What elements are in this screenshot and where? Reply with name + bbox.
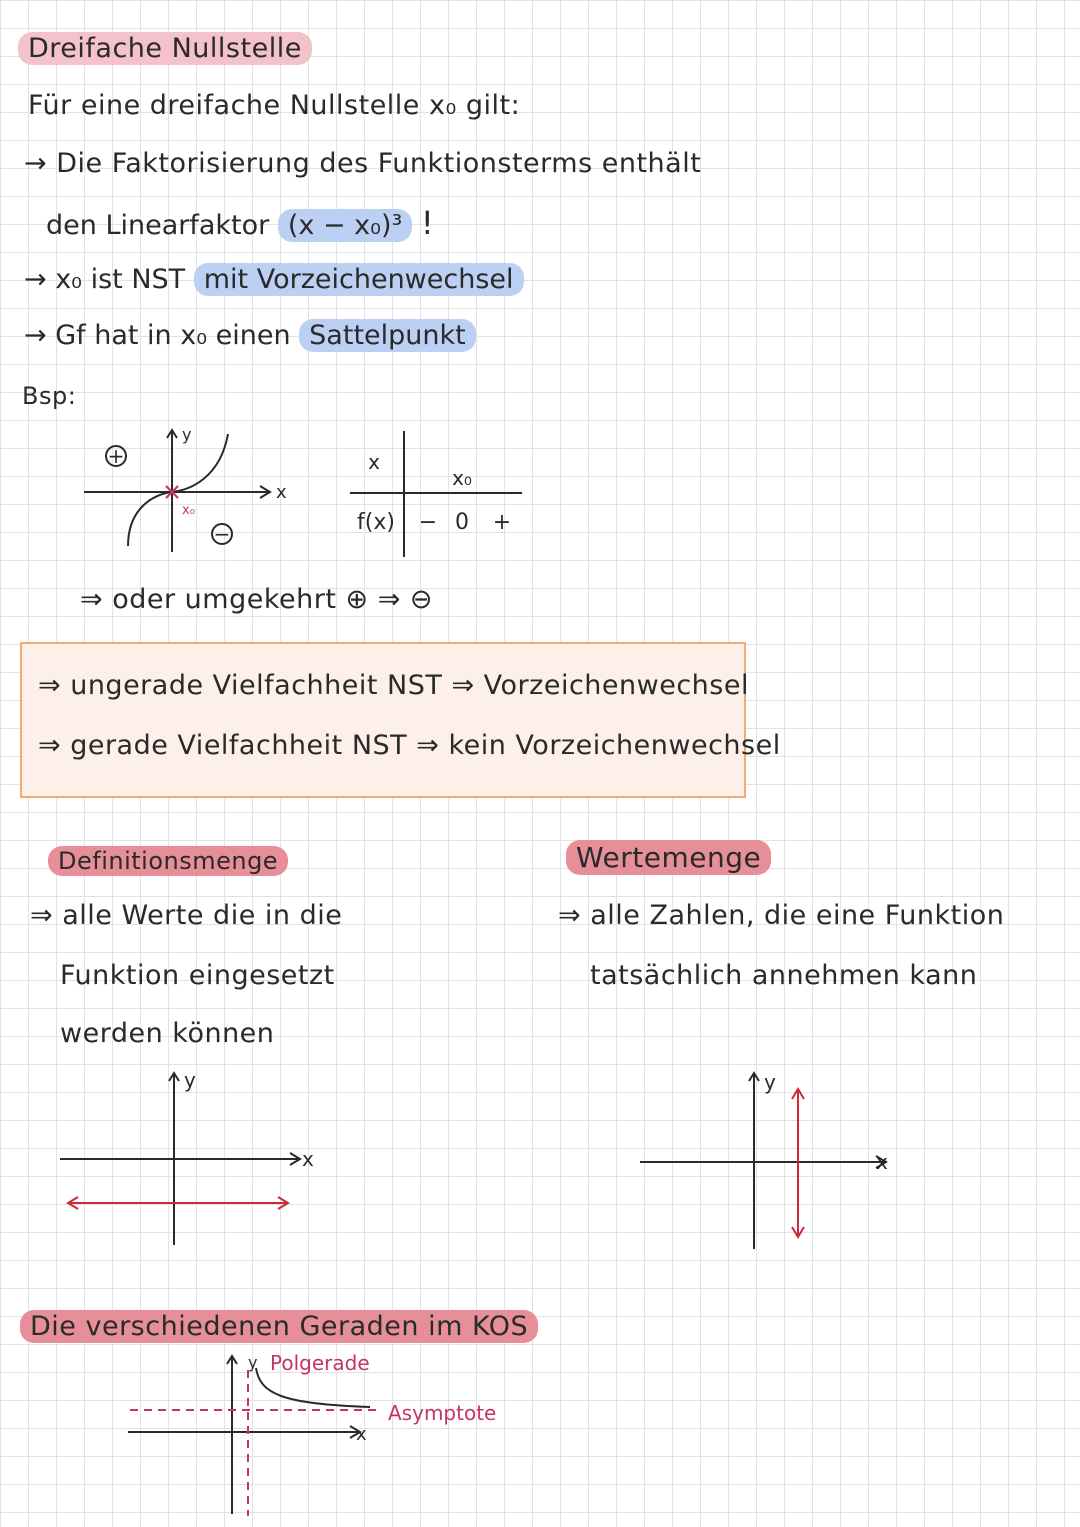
x-axis-label: x — [356, 1424, 367, 1445]
section-title-dreifache-nullstelle: Dreifache Nullstelle — [18, 32, 312, 65]
polgerade-label: Polgerade — [270, 1351, 370, 1375]
linearfaktor-term: (x − x₀)³ — [278, 209, 412, 242]
wertemenge-title: Wertemenge — [566, 840, 771, 875]
saddle-point-graph — [70, 420, 300, 560]
table-x0-value: x₀ — [452, 466, 472, 490]
asymptote-label: Asymptote — [388, 1401, 497, 1425]
intro-text: Für eine dreifache Nullstelle x₀ gilt: — [28, 90, 521, 121]
nst-label: → x₀ ist NST — [24, 264, 186, 295]
minus-sign: − — [213, 522, 231, 546]
summary-box — [20, 642, 781, 798]
linearfaktor-label: den Linearfaktor — [46, 210, 270, 241]
sattelpunkt-label: → Gf hat in x₀ einen — [24, 320, 291, 351]
table-x-label: x — [368, 450, 380, 474]
x-axis-label: x — [876, 1150, 888, 1174]
x-axis-label: x — [302, 1147, 314, 1171]
wertemenge-graph — [630, 1065, 910, 1255]
sattelpunkt-highlight: Sattelpunkt — [299, 319, 476, 352]
vorzeichenwechsel-highlight: mit Vorzeichenwechsel — [194, 263, 524, 296]
wertemenge-line1: ⇒ alle Zahlen, die eine Funktion — [558, 900, 1005, 931]
plus-sign: + — [107, 444, 125, 468]
bullet-faktorisierung-line1: → Die Faktorisierung des Funktionsterms enthält — [24, 148, 702, 179]
bullet-nst — [24, 264, 524, 295]
reverse-note: ⇒ oder umgekehrt ⊕ ⇒ ⊖ — [80, 584, 434, 615]
y-axis-label: y — [764, 1070, 776, 1094]
x0-label: x₀ — [182, 503, 195, 518]
geraden-graph — [120, 1348, 540, 1523]
geraden-title: Die verschiedenen Geraden im KOS — [20, 1310, 538, 1343]
definitionsmenge-line1: ⇒ alle Werte die in die — [30, 900, 343, 931]
definitionsmenge-title: Definitionsmenge — [48, 846, 288, 876]
bsp-label: Bsp: — [22, 382, 77, 410]
bullet-faktorisierung-line2 — [46, 204, 434, 242]
y-axis-label: y — [182, 425, 192, 444]
bullet-sattelpunkt — [24, 320, 476, 351]
y-axis-label: y — [184, 1068, 196, 1092]
wertemenge-line2: tatsächlich annehmen kann — [590, 960, 978, 991]
x-axis-label: x — [276, 482, 287, 503]
table-sign-plus: + — [492, 510, 512, 535]
exclamation-mark: ! — [420, 204, 434, 242]
sign-table — [340, 425, 530, 565]
summary-line-ungerade: ⇒ ungerade Vielfachheit NST ⇒ Vorzeichenwechsel — [38, 670, 749, 701]
table-fx-label: f(x) — [357, 510, 395, 535]
definitionsmenge-graph — [50, 1065, 330, 1255]
summary-line-gerade: ⇒ gerade Vielfachheit NST ⇒ kein Vorzeichenwechsel — [38, 730, 781, 761]
table-sign-zero: 0 — [455, 510, 469, 535]
definitionsmenge-line2: Funktion eingesetzt — [60, 960, 335, 991]
definitionsmenge-line3: werden können — [60, 1018, 275, 1049]
table-sign-minus: − — [418, 510, 438, 535]
y-axis-label: y — [248, 1353, 258, 1372]
